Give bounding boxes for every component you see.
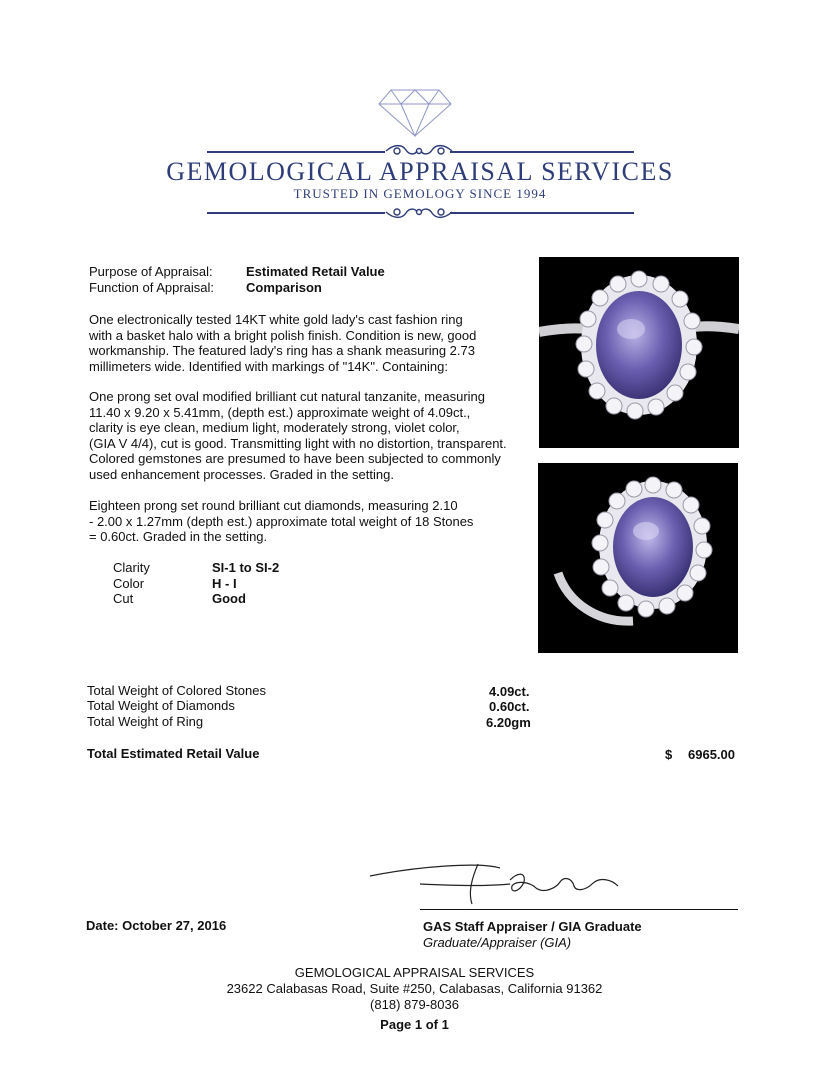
spec-value: SI-1 to SI-2 bbox=[212, 560, 280, 575]
spec-row bbox=[113, 591, 279, 607]
total-label: Total Weight of Colored Stones bbox=[87, 683, 266, 698]
text-line: (GIA V 4/4), cut is good. Transmitting light with no distortion, transparent. bbox=[89, 435, 507, 451]
text-line: One electronically tested 14KT white gold lady's cast fashion ring bbox=[89, 312, 463, 327]
text-line: Colored gemstones are presumed to have been subjected to commonly bbox=[89, 451, 501, 466]
ring-photo-front bbox=[539, 257, 739, 448]
diamond-grading bbox=[113, 560, 279, 607]
function-label: Function of Appraisal: bbox=[89, 280, 215, 295]
text-line: One prong set oval modified brilliant cut natural tanzanite, measuring bbox=[89, 389, 485, 404]
total-value: 0.60ct. bbox=[489, 699, 530, 714]
spec-row bbox=[113, 560, 279, 576]
text-line: Eighteen prong set round brilliant cut diamonds, measuring 2.10 bbox=[89, 498, 458, 513]
text-line: clarity is eye clean, medium light, moderately strong, violet color, bbox=[89, 420, 460, 435]
total-label: Total Weight of Diamonds bbox=[87, 698, 235, 713]
diamond-description bbox=[89, 498, 529, 545]
flourish-ornament-icon bbox=[384, 203, 454, 221]
text-line: - 2.00 x 1.27mm (depth est.) approximate total weight of 18 Stones bbox=[89, 513, 474, 529]
company-tagline: TRUSTED IN GEMOLOGY SINCE 1994 bbox=[293, 186, 547, 201]
signature bbox=[360, 858, 680, 914]
signature-line bbox=[420, 909, 738, 910]
signer-subtitle: Graduate/Appraiser (GIA) bbox=[423, 935, 572, 950]
text-line: used enhancement processes. Graded in the setting. bbox=[89, 466, 394, 482]
text-line: 11.40 x 9.20 x 5.41mm, (depth est.) approximate weight of 4.09ct., bbox=[89, 404, 471, 420]
ring-photo-angle bbox=[538, 463, 738, 653]
footer-company: GEMOLOGICAL APPRAISAL SERVICES bbox=[294, 965, 535, 980]
total-label: Total Weight of Ring bbox=[87, 714, 204, 729]
spec-value: Good bbox=[212, 591, 246, 606]
header-rule bbox=[450, 212, 634, 214]
spec-label: Cut bbox=[113, 591, 134, 606]
footer bbox=[0, 965, 829, 1033]
purpose-row bbox=[89, 264, 385, 279]
total-value: 4.09ct. bbox=[489, 684, 530, 699]
function-row bbox=[89, 280, 322, 295]
text-line: = 0.60ct. Graded in the setting. bbox=[89, 529, 268, 544]
retail-value-label: Total Estimated Retail Value bbox=[87, 746, 260, 761]
currency-symbol: $ bbox=[665, 747, 673, 762]
function-value: Comparison bbox=[246, 280, 322, 295]
ring-description bbox=[89, 312, 529, 374]
footer-phone: (818) 879-8036 bbox=[370, 997, 459, 1012]
purpose-label: Purpose of Appraisal: bbox=[89, 264, 213, 279]
text-line: with a basket halo with a bright polish finish. Condition is new, good bbox=[89, 327, 477, 343]
spec-label: Color bbox=[113, 575, 145, 591]
header-rule bbox=[207, 151, 385, 153]
tanzanite-description bbox=[89, 389, 529, 482]
text-line: millimeters wide. Identified with markings of "14K". Containing: bbox=[89, 358, 448, 374]
signer-title: GAS Staff Appraiser / GIA Graduate bbox=[423, 919, 642, 934]
purpose-value: Estimated Retail Value bbox=[246, 264, 385, 279]
header-rule bbox=[450, 151, 634, 153]
spec-value: H - I bbox=[212, 575, 237, 591]
header-rule bbox=[207, 212, 385, 214]
page-number: Page 1 of 1 bbox=[380, 1017, 449, 1032]
company-name: GEMOLOGICAL APPRAISAL SERVICES bbox=[166, 157, 674, 186]
text-line: workmanship. The featured lady's ring has a shank measuring 2.73 bbox=[89, 343, 475, 358]
spec-label: Clarity bbox=[113, 560, 150, 575]
diamond-logo-icon bbox=[377, 88, 453, 138]
retail-value-amount: 6965.00 bbox=[688, 747, 735, 762]
footer-address: 23622 Calabasas Road, Suite #250, Calabasas, California 91362 bbox=[226, 981, 603, 996]
appraisal-date: Date: October 27, 2016 bbox=[86, 918, 227, 933]
total-value: 6.20gm bbox=[486, 715, 531, 730]
spec-row bbox=[113, 576, 279, 592]
